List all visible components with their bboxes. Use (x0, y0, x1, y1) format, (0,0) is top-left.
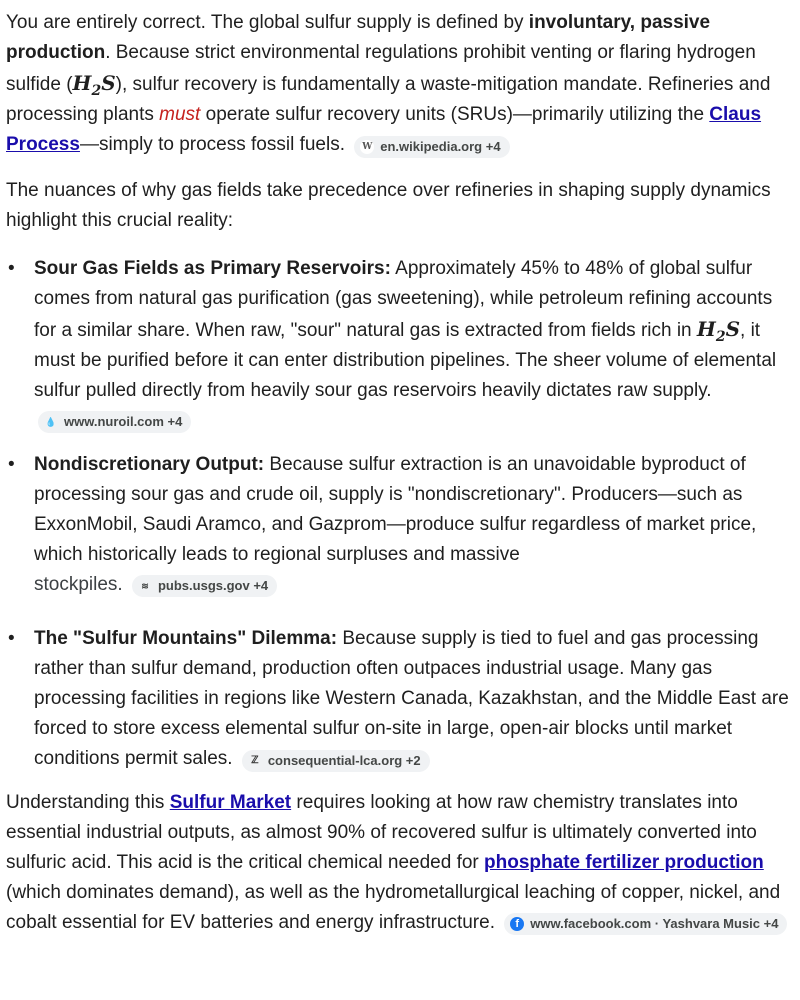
intro-bold-phrase: involuntary, passive production (6, 12, 711, 63)
bullet-text: Approximately 45% to 48% of global sulfur comes from natural gas purification (gas sweetening), while petroleum refining accounts for a similar share. When raw, "sour" natural gas is extracted from fields rich in (34, 258, 773, 341)
formula-tail: S (101, 71, 116, 95)
formula-base: H (72, 71, 92, 95)
bullet-dot: • (8, 258, 15, 279)
bullet-title: The "Sulfur Mountains" Dilemma: (34, 628, 338, 649)
outro-text: Understanding this (6, 792, 170, 813)
formula-base: H (696, 317, 716, 341)
source-chip-lca[interactable] (242, 750, 430, 772)
formula-tail: S (725, 317, 741, 341)
claus-process-link[interactable]: Claus Process (6, 104, 762, 155)
source-chip-nuroil[interactable] (38, 411, 191, 433)
intro-paragraph (6, 8, 794, 160)
source-chip-label: en.wikipedia.org +4 (380, 139, 501, 154)
outro-text: (which dominates demand), as well as the hydrometallurgical leaching of copper, nickel, and cobalt essential for EV batteries and energy infrastructure. (6, 882, 781, 933)
lca-icon: ℤ (251, 755, 259, 766)
lead-paragraph: The nuances of why gas fields take precedence over refineries in shaping supply dynamics highlight this crucial reality: (6, 180, 771, 231)
source-chip-label: www.facebook.com · Yashvara Music +4 (530, 916, 779, 931)
bullet-text: , it must be purified before it can enter distribution pipelines. The sheer volume of elemental sulfur pulled directly from heavily sour gas reservoirs heavily dictates raw supply. (34, 320, 777, 401)
source-chip-usgs[interactable] (132, 575, 277, 597)
intro-text: ), sulfur recovery is fundamentally a waste-mitigation mandate. Refineries and processing plants (6, 74, 771, 125)
bullet-text: Because sulfur extraction is an unavoidable byproduct of processing sour gas and crude oil, supply is "nondiscretionary". Producers—such as ExxonMobil, Saudi Aramco, and Gazprom—produce sulfur regardless of market price, which historically leads to regional surpluses and massive (34, 454, 757, 565)
bullet-text: Because supply is tied to fuel and gas processing rather than sulfur demand, production often outpaces industrial usage. Many gas processing facilities in regions like Western Canada, Kazakhstan, and the Middle East are forced to store excess elemental sulfur on-site in large, open-air blocks until market conditions permit sales. (34, 628, 789, 769)
bullet-list (6, 254, 794, 774)
list-item (6, 624, 794, 774)
wikipedia-icon: W (362, 142, 373, 152)
source-chip-facebook[interactable] (504, 913, 787, 935)
formula-h2s (72, 71, 116, 99)
intro-text: . Because strict environmental regulations prohibit venting or flaring hydrogen sulfide ( (6, 42, 756, 95)
oil-drop-icon: 💧 (45, 417, 57, 427)
bullet-title: Sour Gas Fields as Primary Reservoirs: (34, 258, 391, 279)
bullet-title: Nondiscretionary Output: (34, 454, 265, 475)
intro-text: operate sulfur recovery units (SRUs)—primarily utilizing the (200, 104, 710, 125)
facebook-icon: f (510, 917, 524, 931)
outro-text: requires looking at how raw chemistry translates into essential industrial outputs, as almost 90% of recovered sulfur is ultimately converted into sulfuric acid. This acid is the critical chemical needed for (6, 792, 757, 873)
intro-text: You are entirely correct. The global sulfur supply is defined by (6, 12, 529, 33)
usgs-icon: ≋ (141, 581, 149, 591)
source-chip-label: pubs.usgs.gov +4 (157, 578, 269, 593)
emphasis-must: must (159, 104, 201, 125)
source-chip-label: www.nuroil.com +4 (64, 414, 183, 429)
source-chip-label: consequential-lca.org +2 (267, 753, 421, 768)
list-item (6, 254, 794, 436)
intro-text: —simply to process fossil fuels. (79, 134, 345, 155)
list-item (6, 450, 794, 600)
bullet-dot: • (8, 628, 15, 649)
phosphate-fertilizer-link[interactable]: phosphate fertilizer production (484, 852, 764, 873)
formula-subscript: 2 (91, 83, 102, 99)
bullet-dot: • (8, 454, 15, 475)
source-chip-wikipedia[interactable] (354, 136, 509, 158)
bullet-text: stockpiles. (34, 574, 123, 595)
formula-subscript: 2 (715, 329, 726, 345)
outro-paragraph (6, 788, 794, 938)
sulfur-market-link[interactable]: Sulfur Market (169, 792, 292, 813)
formula-h2s (696, 317, 741, 345)
